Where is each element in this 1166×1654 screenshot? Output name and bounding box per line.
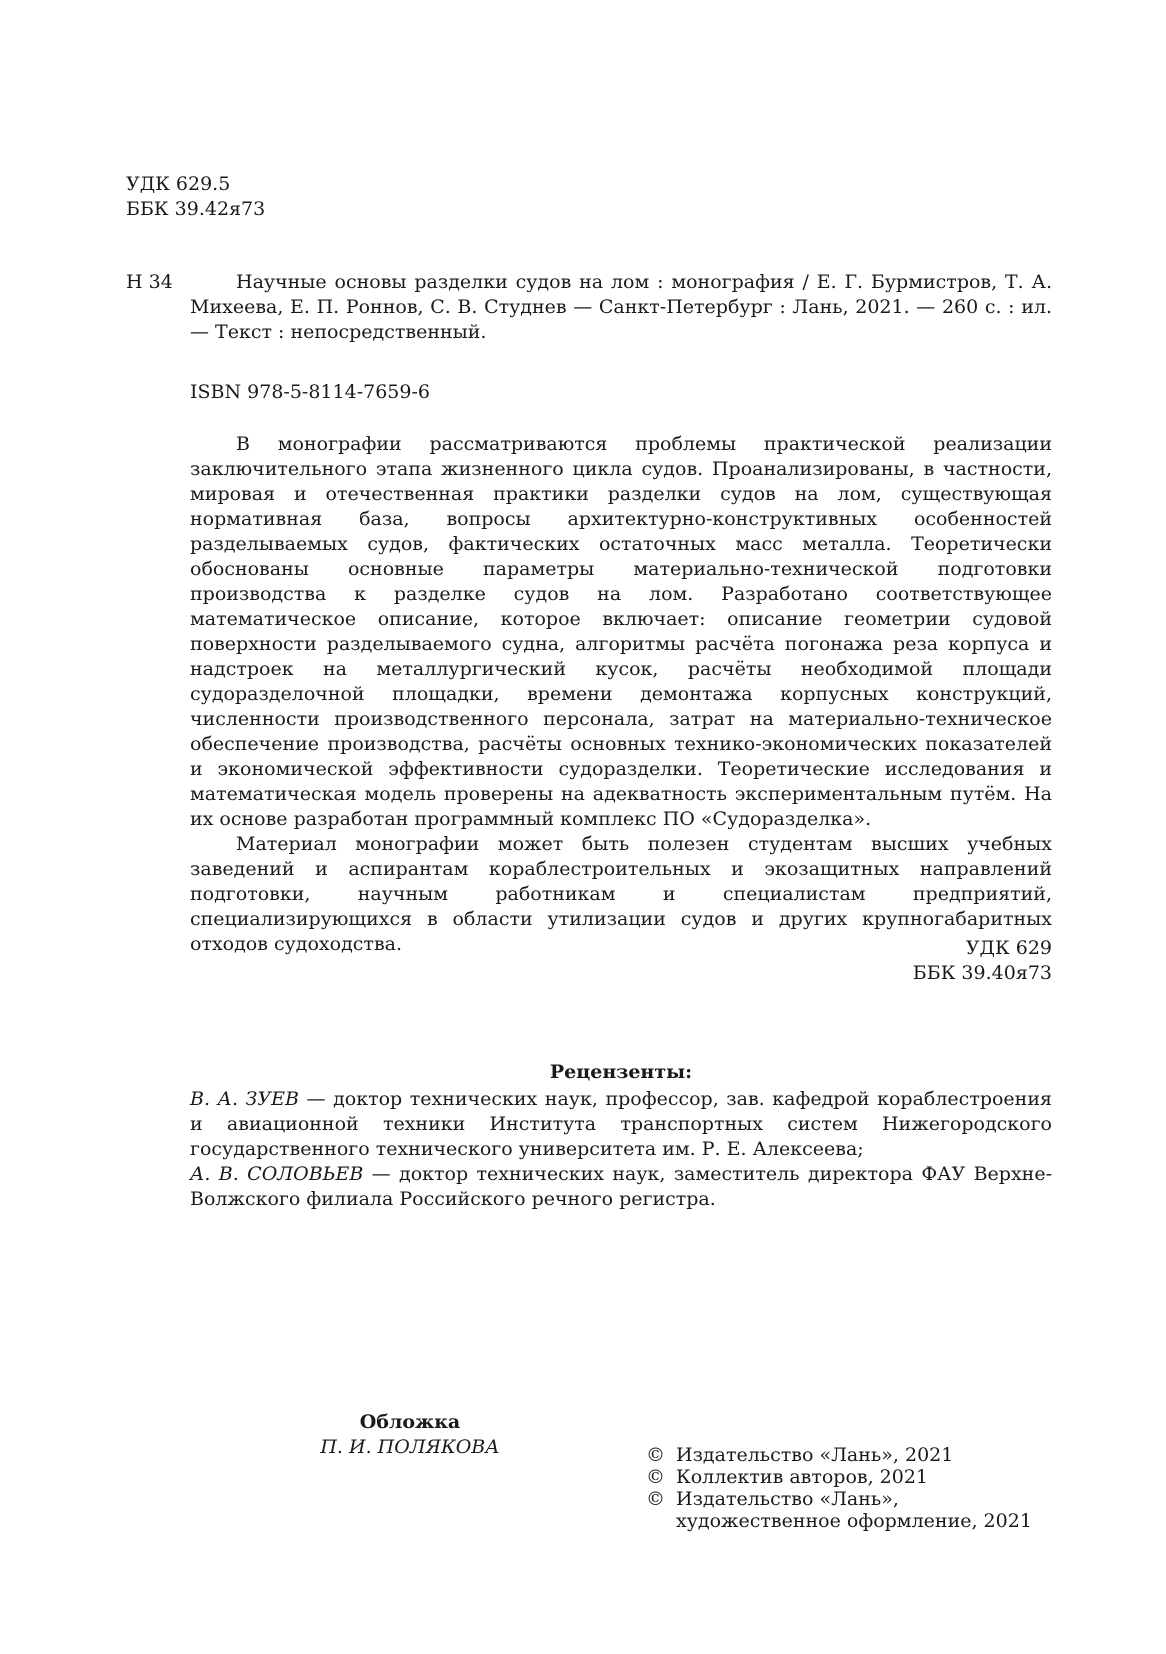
udk-code: УДК 629 — [965, 937, 1052, 959]
bottom-classification — [752, 936, 1052, 986]
cover-label: Обложка — [359, 1411, 461, 1433]
bibliographic-record: Научные основы разделки судов на лом : монография / Е. Г. Бурмистров, Т. А. Михеева, Е. П. Роннов, С. В. Студнев — Санкт-Петербург : Лань, 2021. — 260 с. : ил. — Текст : непосредственный. — [190, 271, 1052, 343]
copyright-text: Издательство «Лань», 2021 — [676, 1444, 954, 1466]
cover-credit — [280, 1410, 540, 1460]
top-classification — [126, 172, 426, 222]
reviewers-section — [190, 1060, 1052, 1212]
abstract-paragraph: Материал монографии может быть полезен студентам высших учебных заведений и аспирантам кораблестроительных и экозащитных направлений подготовки, научным работникам и специалистам предприятий, специализирующихся в области утилизации судов и других крупногабаритных отходов судоходства. — [190, 833, 1052, 955]
copyright-block — [646, 1444, 1066, 1532]
copyright-symbol: © — [646, 1466, 665, 1488]
copyright-line — [646, 1466, 1066, 1488]
reviewers-heading: Рецензенты: — [549, 1061, 693, 1083]
copyright-symbol: © — [646, 1444, 665, 1466]
cover-designer: П. И. ПОЛЯКОВА — [320, 1436, 500, 1458]
udk-code: УДК 629.5 — [126, 173, 231, 195]
abstract-paragraph: В монографии рассматриваются проблемы практической реализации заключительного этапа жизненного цикла судов. Проанализированы, в частности, мировая и отечественная практики разделки судов на лом, существующая нормативная база, вопросы архитектурно-конструктивных особенностей разделываемых судов, фактических остаточных масс металла. Теоретически обоснованы основные параметры материально-технической подготовки производства к разделке судов на лом. Разработано соответствующее математическое описание, которое включает: описание геометрии судовой поверхности разделываемого судна, алгоритмы расчёта погонажа реза корпуса и надстроек на металлургический кусок, расчёты необходимой площади судоразделочной площадки, времени демонтажа корпусных конструкций, численности производственного персонала, затрат на материально-техническое обеспечение производства, расчёты основных технико-экономических показателей и экономической эффективности судоразделки. Теоретические исследования и математическая модель проверены на адекватность экспериментальным путём. На их основе разработан программный комплекс ПО «Судоразделка». — [190, 433, 1052, 830]
copyright-line — [646, 1444, 1066, 1466]
copyright-continuation: художественное оформление, 2021 — [676, 1510, 1032, 1532]
isbn: ISBN 978-5-8114-7659-6 — [190, 381, 430, 403]
copyright-symbol: © — [646, 1488, 665, 1510]
reviewer-name: В. А. ЗУЕВ — [190, 1088, 299, 1110]
bbk-code: ББК 39.42я73 — [126, 198, 266, 220]
reviewer-entry — [190, 1162, 1052, 1212]
reviewer-name: А. В. СОЛОВЬЕВ — [190, 1163, 364, 1185]
bbk-code: ББК 39.40я73 — [912, 962, 1052, 984]
reviewer-entry — [190, 1087, 1052, 1162]
reviewer-description: — доктор технических наук, заместитель директора ФАУ Верхне-Волжского филиала Российского речного регистра. — [190, 1163, 1052, 1210]
copyright-line — [646, 1488, 1066, 1510]
author-code: Н 34 — [126, 271, 173, 293]
copyright-text: Издательство «Лань», — [676, 1488, 899, 1510]
copyright-text: Коллектив авторов, 2021 — [676, 1466, 929, 1488]
reviewer-description: — доктор технических наук, профессор, зав. кафедрой кораблестроения и авиационной техники Института транспортных систем Нижегородского государственного технического университета им. Р. Е. Алексеева; — [190, 1088, 1052, 1160]
abstract — [190, 432, 1052, 957]
